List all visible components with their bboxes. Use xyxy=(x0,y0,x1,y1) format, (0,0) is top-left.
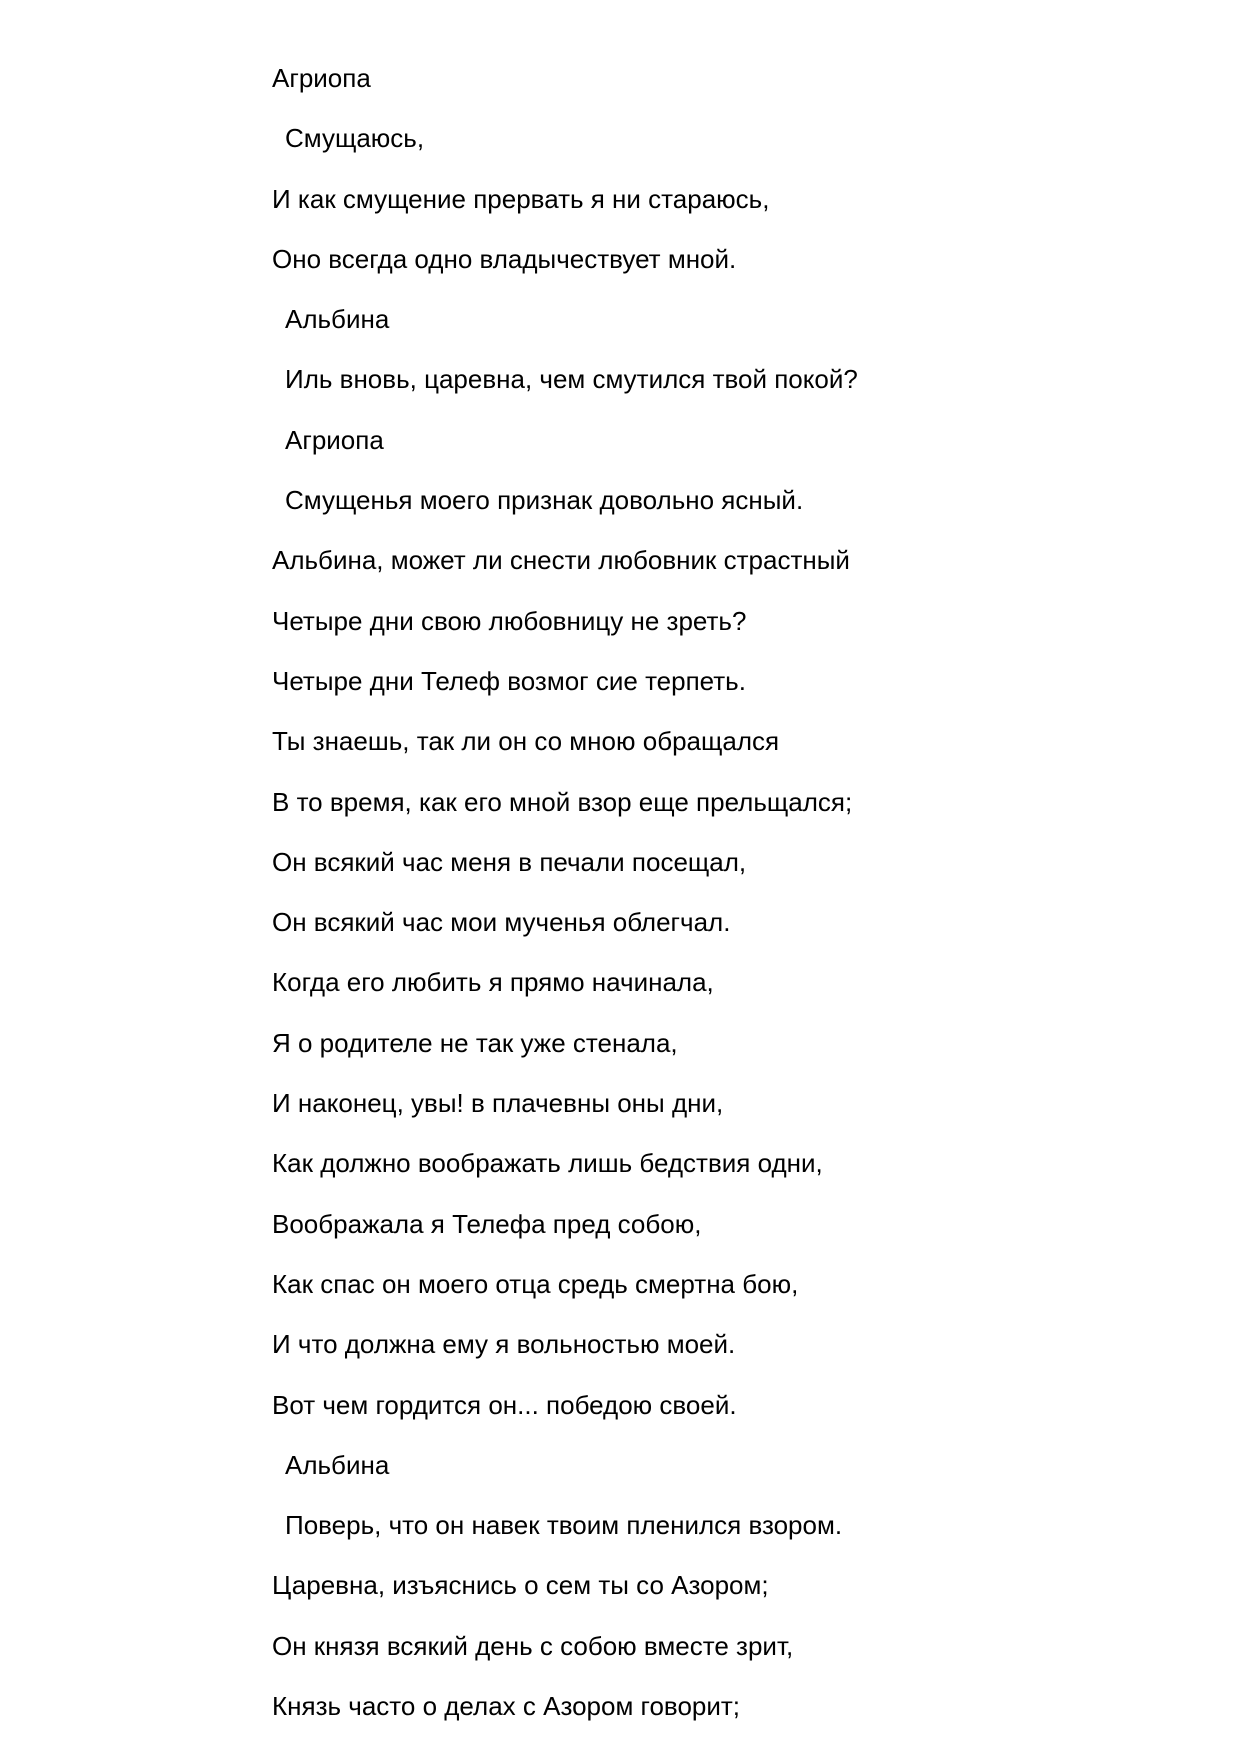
text-line: Воображала я Телефа пред собою, xyxy=(272,1208,702,1239)
text-line: Агриопа xyxy=(272,63,371,93)
text-line: Ты знаешь, так ли он со мною обращался xyxy=(272,726,780,757)
text-line: Альбина, может ли снести любовник страстный xyxy=(272,545,850,576)
text-line: Когда его любить я прямо начинала, xyxy=(272,967,714,998)
text-line: В то время, как его мной взор еще прельщался; xyxy=(272,786,853,817)
text-line: Альбина xyxy=(285,304,390,335)
text-line: Он князя всякий день с собою вместе зрит, xyxy=(272,1630,794,1661)
verse-text xyxy=(272,58,1172,1746)
text-line: Поверь, что он навек твоим пленился взором. xyxy=(285,1510,843,1541)
text-line: И наконец, увы! в плачевны оны дни, xyxy=(272,1088,724,1119)
text-line: И что должна ему я вольностью моей. xyxy=(272,1329,736,1360)
text-line: Вот чем гордится он... победою своей. xyxy=(272,1389,737,1420)
text-line: Князь часто о делах с Азором говорит; xyxy=(272,1691,741,1722)
text-line: Альбина xyxy=(285,1449,390,1480)
text-line: Как должно воображать лишь бедствия одни, xyxy=(272,1148,823,1179)
text-line: Оно всегда одно владычествует мной. xyxy=(272,243,737,274)
text-line: Четыре дни Телеф возмог сие терпеть. xyxy=(272,665,746,696)
text-line: Я о родителе не так уже стенала, xyxy=(272,1027,678,1058)
text-line: Как спас он моего отца средь смертна бою, xyxy=(272,1268,799,1299)
text-line: Агриопа xyxy=(285,424,384,455)
text-line: Смущаюсь, xyxy=(285,123,425,154)
text-line: Он всякий час меня в печали посещал, xyxy=(272,846,747,877)
text-line: И как смущение прервать я ни стараюсь, xyxy=(272,183,770,214)
text-line: Смущенья моего признак довольно ясный. xyxy=(285,485,804,516)
text-line: Четыре дни свою любовницу не зреть? xyxy=(272,605,747,636)
text-line: Иль вновь, царевна, чем смутился твой покой? xyxy=(285,364,858,395)
text-line: Он всякий час мои мученья облегчал. xyxy=(272,907,731,938)
text-line: Царевна, изъяснись о сем ты со Азором; xyxy=(272,1570,769,1601)
